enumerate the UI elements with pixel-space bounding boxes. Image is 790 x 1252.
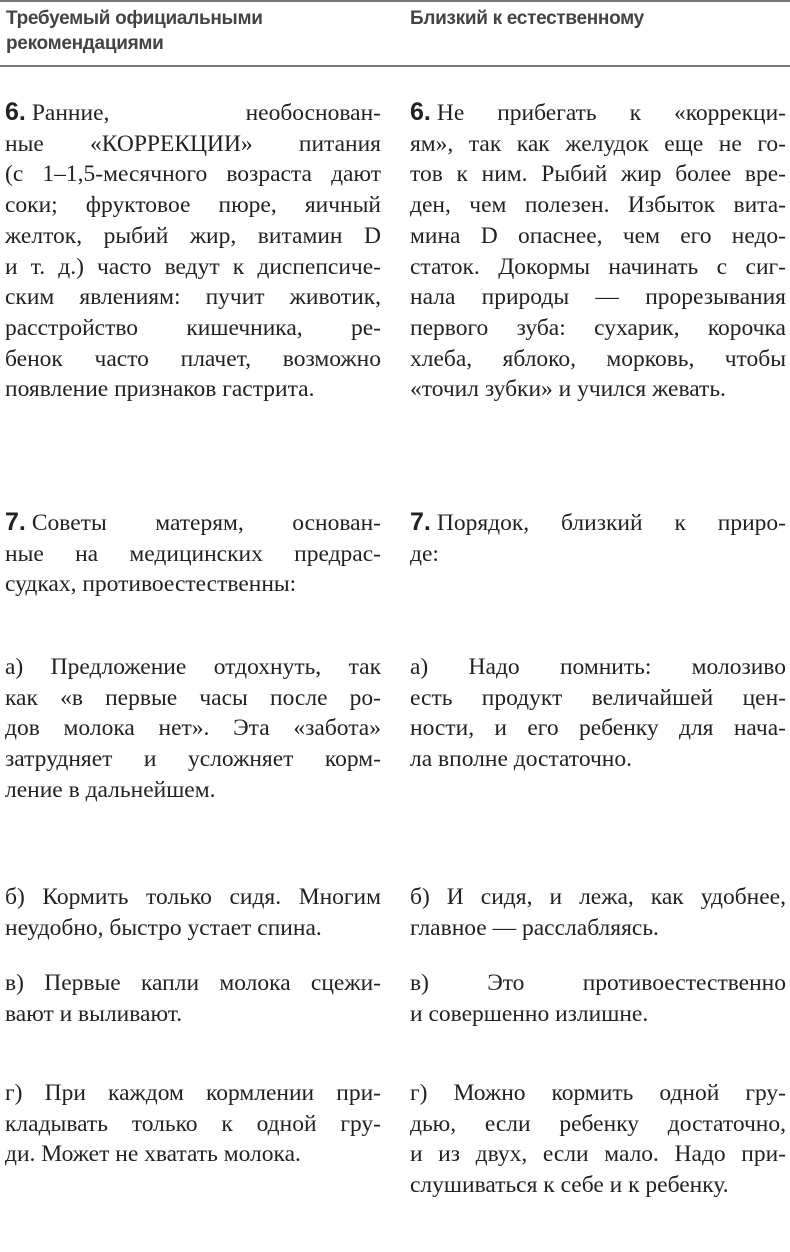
text-line: вают и выливают. — [5, 1000, 183, 1027]
text-line: хлеба, яблоко, морковь, чтобы — [410, 345, 786, 372]
paragraph-left — [5, 1078, 381, 1170]
paragraph-right — [410, 1078, 786, 1201]
text-line: есть продукт величайшей цен- — [410, 684, 786, 711]
paragraph-left — [5, 968, 381, 1029]
text-line: де: — [410, 540, 439, 567]
text-line — [5, 97, 381, 129]
text-line: и т. д.) часто ведут к диспепсиче- — [5, 253, 381, 280]
text-line: (с 1–1,5-месячного возраста дают — [5, 161, 381, 188]
text-line: ление в дальнейшем. — [5, 776, 216, 803]
text-line: дов молока нет». Эта «забота» — [5, 715, 381, 742]
header-rule — [0, 65, 790, 67]
paragraph-left — [5, 97, 381, 405]
text-line: статок. Докормы начинать с сиг- — [410, 253, 786, 280]
text-line: и совершенно излишне. — [410, 1000, 649, 1027]
text-line: затрудняет и усложняет корм- — [5, 746, 381, 773]
text-line: г) Можно кормить одной гру- — [410, 1080, 786, 1106]
text-line: первого зуба: сухарик, корочка — [410, 314, 786, 341]
header-left — [6, 6, 263, 56]
text-line: б) И сидя, и лежа, как удобнее, — [410, 884, 786, 910]
text-line: появление признаков гастрита. — [5, 376, 315, 403]
line-text: Порядок, близкий к приро- — [436, 510, 786, 536]
text-line: ям», так как желудок еще не го- — [410, 130, 786, 157]
paragraph-left — [5, 652, 381, 806]
text-line: судках, противоестественны: — [5, 571, 297, 598]
text-line: желток, рыбий жир, витамин D — [5, 222, 381, 249]
text-line: а) Предложение отдохнуть, так — [5, 654, 381, 680]
text-line: ден, чем полезен. Избыток вита- — [410, 192, 786, 219]
text-line: как «в первые часы после ро- — [5, 684, 381, 711]
header-right — [410, 6, 644, 31]
text-line: главное — расслабляясь. — [410, 914, 659, 941]
paragraph-right — [410, 507, 786, 569]
text-line: слушиваться к себе и к ребенку. — [410, 1172, 729, 1199]
text-line: нала природы — прорезывания — [410, 284, 786, 311]
paragraph-right — [410, 968, 786, 1029]
header-left-line: Требуемый официальными — [6, 8, 263, 29]
header-right-line: Близкий к естественному — [410, 8, 644, 29]
text-line: соки; фруктовое пюре, яичный — [5, 192, 381, 219]
paragraph-right — [410, 97, 786, 405]
paragraph-left — [5, 507, 381, 600]
text-line: бенок часто плачет, возможно — [5, 345, 381, 372]
text-line: г) При каждом кормлении при- — [5, 1080, 381, 1106]
top-rule — [0, 0, 790, 2]
text-line: в) Это противоестественно — [410, 970, 786, 996]
header-left-line: рекомендациями — [6, 33, 164, 54]
text-line: дью, если ребенку достаточно, — [410, 1110, 786, 1137]
text-line: б) Кормить только сидя. Многим — [5, 884, 381, 910]
text-line: кладывать только к одной гру- — [5, 1110, 381, 1137]
text-line: ные на медицинских предрас- — [5, 540, 381, 567]
text-line: тов к ним. Рыбий жир более вре- — [410, 161, 786, 188]
text-line: ским явлениям: пучит животик, — [5, 284, 381, 311]
text-line: мина D опаснее, чем его недо- — [410, 222, 786, 249]
line-text: Не прибегать к «коррекци- — [436, 100, 786, 126]
text-line: в) Первые капли молока сцежи- — [5, 970, 381, 996]
item-number: 7. — [5, 508, 26, 536]
text-line: ла вполне достаточно. — [410, 746, 632, 773]
line-text: Советы матерям, основан- — [31, 510, 381, 536]
item-number: 7. — [410, 508, 431, 536]
line-text: Ранние, необоснован- — [31, 100, 381, 126]
text-line: а) Надо помнить: молозиво — [410, 654, 786, 680]
text-line — [5, 507, 381, 539]
text-line: расстройство кишечника, ре- — [5, 314, 381, 341]
text-line: ности, и его ребенку для нача- — [410, 715, 786, 742]
text-line: ные «КОРРЕКЦИИ» питания — [5, 130, 381, 157]
item-number: 6. — [410, 98, 431, 126]
text-line: ди. Может не хватать молока. — [5, 1141, 301, 1168]
paragraph-right — [410, 652, 786, 775]
text-line: «точил зубки» и учился жевать. — [410, 376, 726, 403]
item-number: 6. — [5, 98, 26, 126]
text-line: неудобно, быстро устает спина. — [5, 914, 322, 941]
text-line — [410, 507, 786, 539]
text-line — [410, 97, 786, 129]
paragraph-right — [410, 882, 786, 943]
text-line: и из двух, если мало. Надо при- — [410, 1141, 786, 1168]
paragraph-left — [5, 882, 381, 943]
